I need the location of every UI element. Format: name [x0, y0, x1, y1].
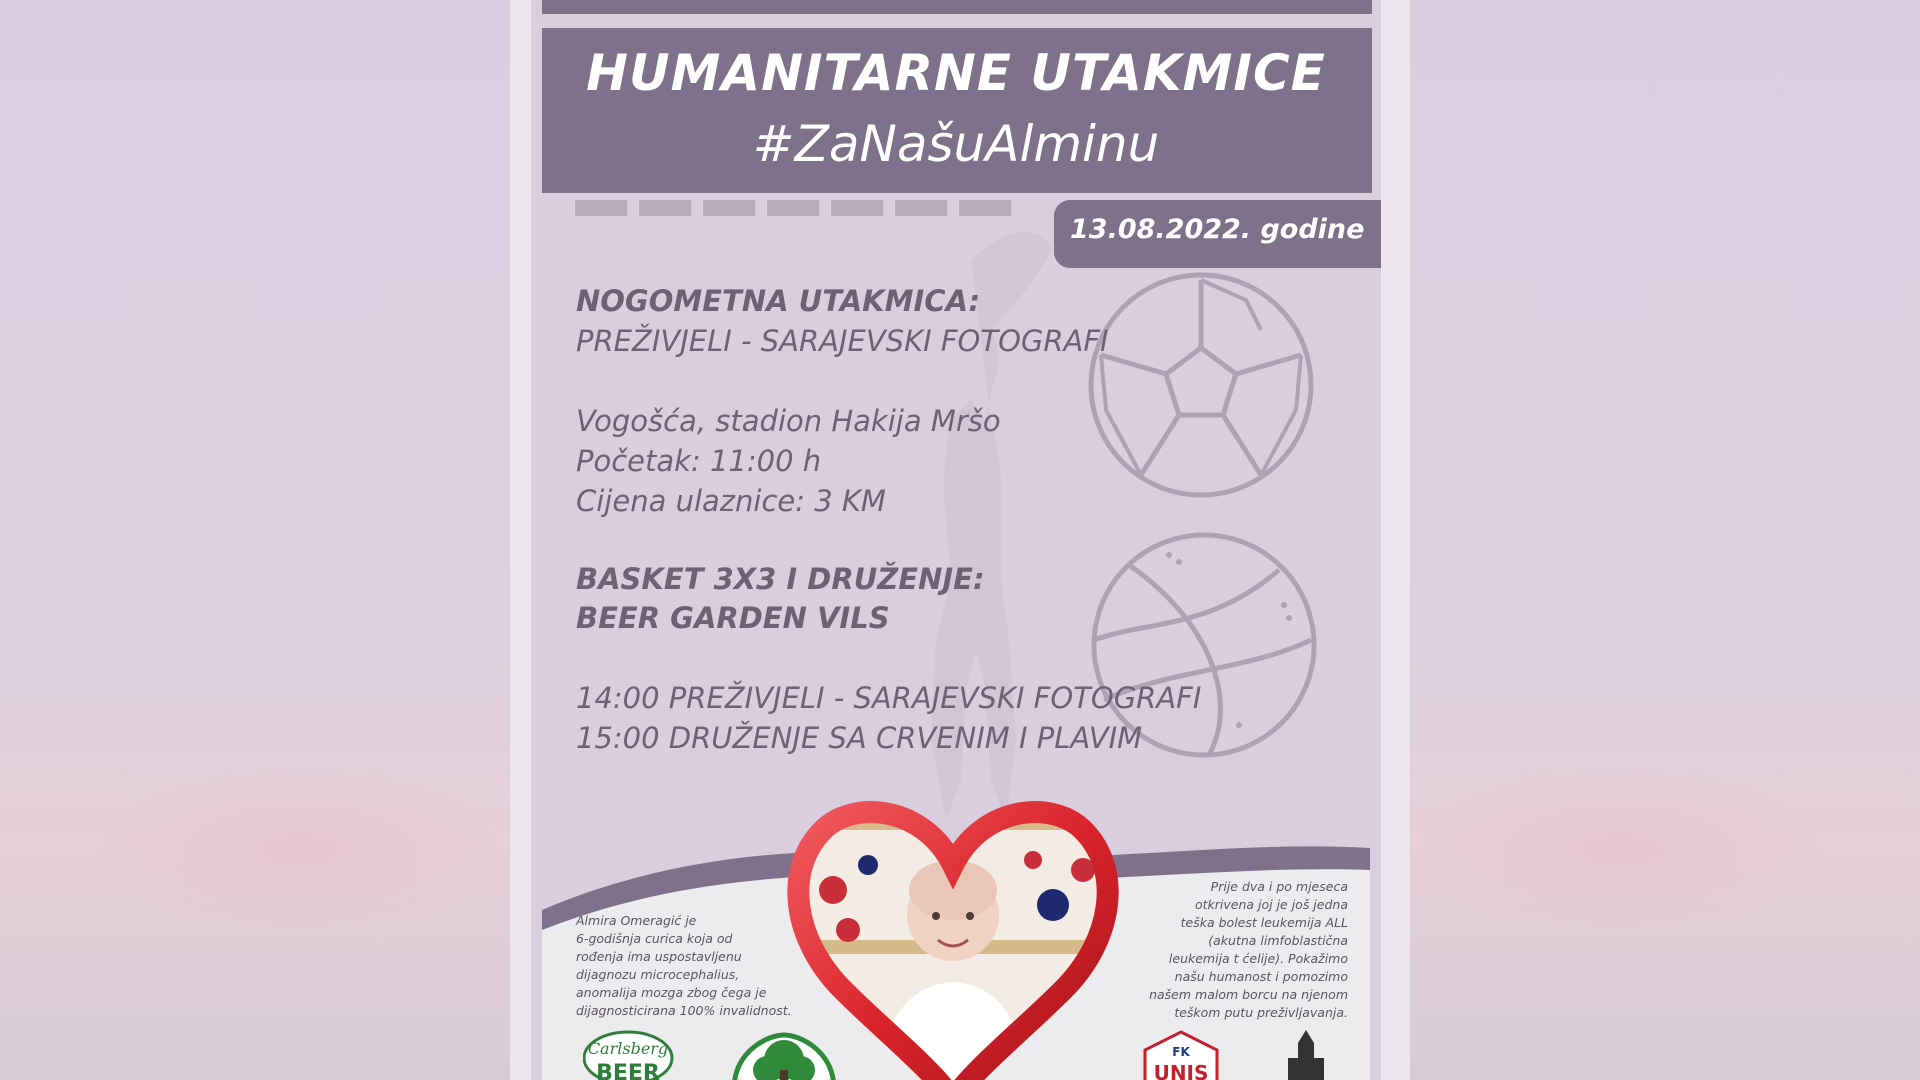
story-left-line: rođenja ima uspostavljenu [576, 949, 742, 964]
fk-unis-logo-top: FK [1172, 1045, 1190, 1059]
story-left-line: 6-godišnja curica koja od [576, 931, 733, 946]
basket-line-1: 14:00 PREŽIVJELI - SARAJEVSKI FOTOGRAFI [576, 681, 1202, 715]
blurred-background-left [0, 0, 520, 1080]
fk-unis-logo-text: UNIS [1153, 1061, 1209, 1080]
event-poster [531, 0, 1381, 1080]
basket-venue: BEER GARDEN VILS [576, 601, 890, 635]
story-right-line: našu humanost i pomozimo [1174, 969, 1348, 984]
event-date: 13.08.2022. godine [1070, 214, 1365, 245]
story-left-line: dijagnosticirana 100% invalidnost. [576, 1003, 792, 1018]
basket-line-2: 15:00 DRUŽENJE SA CRVENIM I PLAVIM [576, 721, 1143, 755]
story-left-line: anomalija mozga zbog čega je [576, 985, 767, 1000]
poster-title: HUMANITARNE UTAKMICE [586, 44, 1326, 102]
story-right-line: Prije dva i po mjeseca [1210, 879, 1348, 894]
top-strip [542, 0, 1372, 14]
carlsberg-logo [583, 1028, 683, 1080]
story-left-line: dijagnozu microcephalius, [576, 967, 740, 982]
story-left-line: Almira Omeragić je [576, 913, 697, 928]
blurred-background-right [1400, 0, 1920, 1080]
story-right-line: našem malom borcu na njenom [1149, 987, 1348, 1002]
story-right-line: teškom putu preživljavanja. [1174, 1005, 1348, 1020]
dash [831, 200, 883, 216]
football-heading: NOGOMETNA UTAKMICA: [576, 284, 981, 318]
dash [639, 200, 691, 216]
carlsberg-logo-beer: BEER [596, 1061, 660, 1080]
poster-hashtag: #ZaNašuAlminu [752, 115, 1160, 173]
dash [703, 200, 755, 216]
carlsberg-logo-text: Carlsberg [587, 1039, 669, 1058]
dash [895, 200, 947, 216]
football-teams: PREŽIVJELI - SARAJEVSKI FOTOGRAFI [576, 324, 1109, 358]
football-start: Početak: 11:00 h [576, 444, 822, 478]
dash [767, 200, 819, 216]
fk-unis-logo [1141, 1030, 1221, 1080]
building-logo [1276, 1028, 1336, 1080]
story-right-line: teška bolest leukemija ALL [1180, 915, 1348, 930]
story-right-line: otkrivena joj je još jedna [1194, 897, 1348, 912]
tree-logo [729, 1030, 839, 1080]
football-price: Cijena ulaznice: 3 KM [576, 484, 886, 518]
dash [575, 200, 627, 216]
story-right [1143, 878, 1348, 1022]
football-icon [1086, 270, 1316, 500]
football-location: Vogošća, stadion Hakija Mršo [576, 404, 1001, 438]
story-right-line: leukemija t ćelije). Pokažimo [1168, 951, 1348, 966]
story-right-line: (akutna limfoblastična [1208, 933, 1348, 948]
decorative-dashes [575, 200, 1011, 216]
dash [959, 200, 1011, 216]
basket-heading: BASKET 3X3 I DRUŽENJE: [576, 562, 985, 596]
